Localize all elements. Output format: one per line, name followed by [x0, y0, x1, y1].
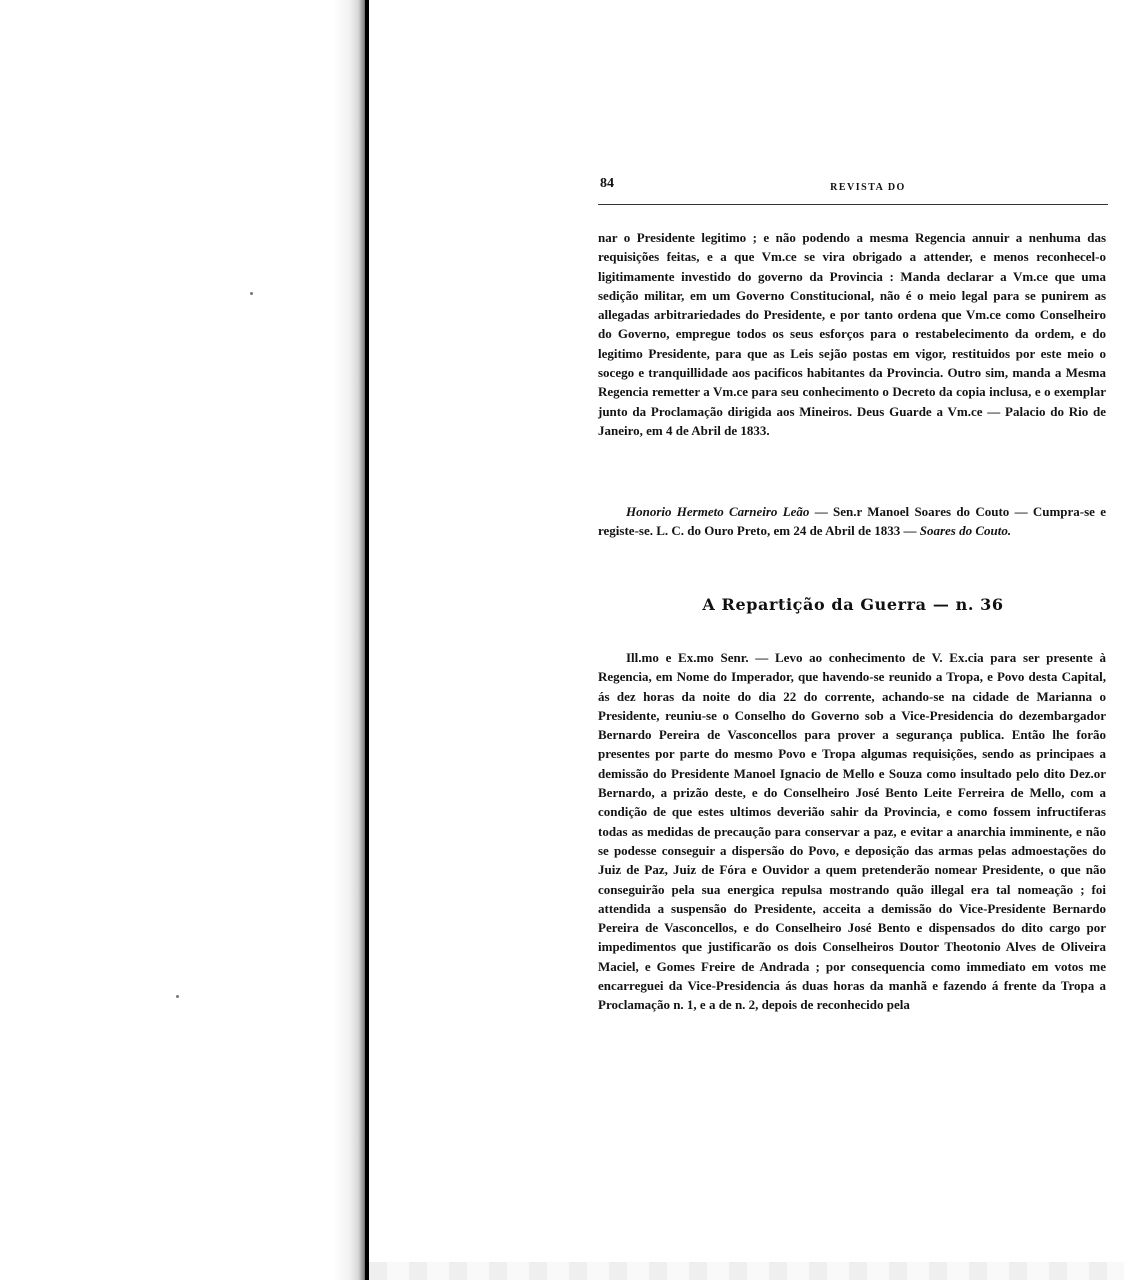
signatory-name: Honorio Hermeto Carneiro Leão — [626, 504, 810, 519]
signature-end: Soares do Couto. — [919, 523, 1012, 539]
signature-text: — Sen.r Manoel Soares do Couto — Cumpra-se e registe-se. L. C. do Ouro Preto, em 24 de Abril de 1833 — — [598, 504, 1107, 539]
letter-body: nar o Presidente legitimo ; e não podendo a mesma Regencia annuir a nenhuma das requisições feitas, e a que Vm.ce se vira obrigado a attender, e menos reconhecel-o ligitimamente investido do governo da Provincia : Manda declarar a Vm.ce que uma sedição militar, em um Governo Constitucional, não é o meio legal para se punirem as allegadas arbitrariedades do Presidente, e por tanto ordena que Vm.ce como Conselheiro do Governo, empregue todos os seus esforços para o restabelecimento da ordem, e do legitimo Presidente, para que as Leis sejão postas em vigor, restituidos por este meio o socego e tranquillidade aos pacificos habitantes da Provincia. Outro sim, manda a Mesma Regencia remetter a Vm.ce para seu conhecimento o Decreto da copia inclusa, e o exemplar junto da Proclamação dirigida aos Mineiros. Deus Guarde a Vm.ce — Palacio do Rio de Janeiro, em 4 de Abril de 1833. — [598, 230, 1106, 438]
binding-shadow — [365, 0, 369, 1280]
bleed-through-band — [369, 1262, 1124, 1280]
header-rule — [598, 204, 1108, 205]
letter-signature — [598, 502, 1106, 541]
book-page — [598, 170, 1108, 1260]
paper-speck — [250, 292, 253, 295]
page-header — [598, 170, 1108, 198]
paper-speck — [176, 995, 179, 998]
running-head: REVISTA DO — [830, 182, 906, 193]
book-gutter — [333, 0, 369, 1280]
letter-body: Ill.mo e Ex.mo Senr. — Levo ao conhecimento de V. Ex.cia para ser presente à Regencia, em Nome do Imperador, que havendo-se reunido a Tropa, e Povo desta Capital, ás dez horas da noite do dia 22 do corrente, achando-se na cidade de Marianna o Presidente, reuniu-se o Conselho do Governo sob a Vice-Presidencia do dezembargador Bernardo Pereira de Vasconcellos para prover a segurança publica. Então lhe forão presentes por parte do mesmo Povo e Tropa algumas requisições, sendo as principaes a demissão do Presidente Manoel Ignacio de Mello e Souza como insultado pelo dito Dez.or Bernardo, a prizão deste, e do Conselheiro José Bento Leite Ferreira de Mello, com a condição de que estes ultimos deverião sahir da Provincia, e como fossem infructiferas todas as medidas de precaução para conservar a paz, e evitar a anarchia imminente, e não se podesse conseguir a dispersão do Povo, e deposição das armas pelas admoestações do Juiz de Paz, Juiz de Fóra e Ouvidor a quem pretenderão nomear Presidente, o que não conseguirão pela sua energica repulsa mostrando quão illegal era tal nomeação ; foi attendida a suspensão do Presidente, acceita a demissão do Vice-Presidente Bernardo Pereira de Vasconcellos, e do Conselheiro José Bento e dispensados do dito cargo por impedimentos que justificarão os dois Conselheiros Doutor Theotonio Alves de Oliveira Maciel, e Gomes Freire de Andrada ; por consequencia como immediato em votos me encarreguei da Vice-Presidencia ás duas horas da manhã e fazendo á frente da Tropa a Proclamação n. 1, e a de n. 2, depois de reconhecido pela — [598, 650, 1106, 1013]
page-number: 84 — [600, 176, 614, 191]
section-title: A Repartição da Guerra — n. 36 — [702, 595, 1004, 614]
